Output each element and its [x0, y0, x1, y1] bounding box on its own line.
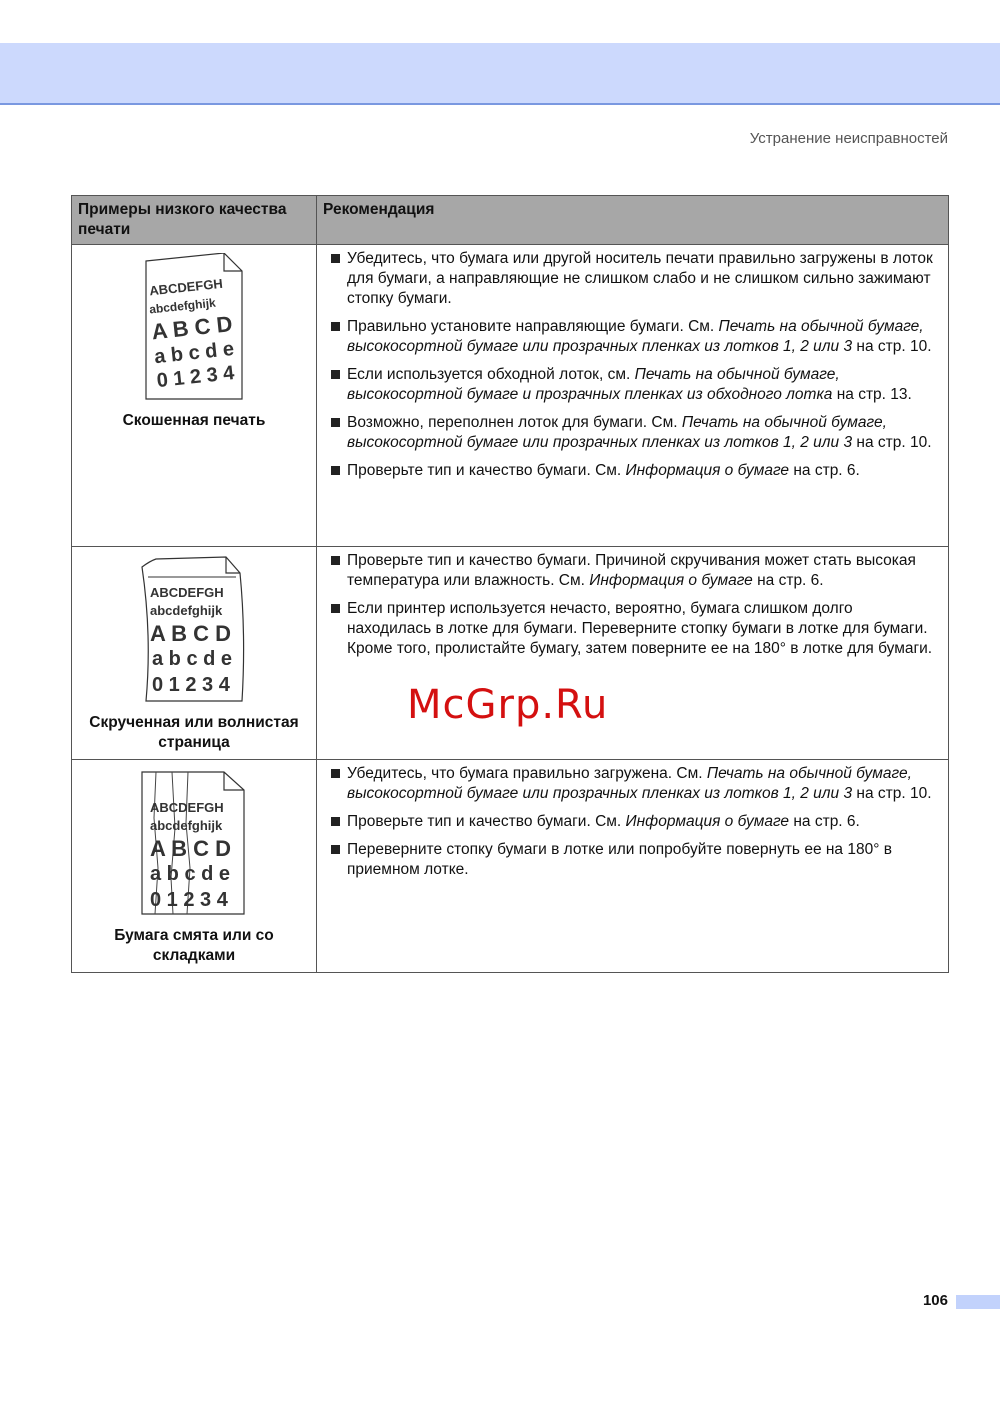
- sample-line: 0 1 2 3 4: [152, 674, 230, 696]
- page-number: 106: [922, 1292, 948, 1309]
- recommendation-item: Проверьте тип и качество бумаги. См. Информация о бумаге на стр. 6.: [325, 812, 940, 832]
- recommendation-cell: [317, 245, 949, 547]
- recommendation-item: Проверьте тип и качество бумаги. Причиной скручивания может стать высокая температура или влажность. См. Информация о бумаге на стр. 6.: [325, 551, 940, 591]
- column-header-recommendation: Рекомендация: [317, 196, 949, 245]
- page-tab-marker: [956, 1295, 1000, 1309]
- sample-line: ABCDEFGH: [148, 275, 224, 299]
- column-header-examples: Примеры низкого качества печати: [72, 196, 317, 245]
- creased-page-illustration: [138, 768, 250, 918]
- sample-line: A B C D: [150, 621, 232, 646]
- sample-line: a b c d e: [152, 648, 233, 670]
- watermark: McGrp.Ru: [407, 682, 609, 728]
- table-header-row: [72, 196, 949, 245]
- table-row: [72, 245, 949, 547]
- recommendation-item: Убедитесь, что бумага правильно загружена. См. Печать на обычной бумаге, высокосортной бумаге или прозрачных пленках из лотков 1, 2 или 3 на стр. 10.: [325, 764, 940, 804]
- sample-line: abcdefghijk: [150, 818, 223, 833]
- table-row: [72, 760, 949, 973]
- section-title: Устранение неисправностей: [749, 130, 948, 147]
- recommendation-item: Возможно, переполнен лоток для бумаги. См. Печать на обычной бумаге, высокосортной бумаге или прозрачных пленках из лотков 1, 2 или 3 на стр. 10.: [325, 413, 940, 453]
- example-caption: Скошенная печать: [122, 412, 266, 429]
- sample-line: ABCDEFGH: [150, 585, 224, 600]
- example-cell: [72, 245, 317, 547]
- recommendation-item: Если принтер используется нечасто, вероятно, бумага слишком долго находилась в лотке для бумаги. Переверните стопку бумаги в лотке для бумаги. Кроме того, пролистайте бумагу, затем поверните ее на 180° в лотке для бумаги.: [325, 599, 940, 659]
- recommendation-cell: [317, 760, 949, 973]
- recommendation-item: Переверните стопку бумаги в лотке или попробуйте повернуть ее на 180° в приемном лотке.: [325, 840, 940, 880]
- example-caption: Скрученная или волнистая страница: [89, 714, 299, 751]
- sample-line: abcdefghijk: [150, 603, 223, 618]
- example-caption: Бумага смята или со складками: [114, 927, 274, 964]
- recommendation-item: Убедитесь, что бумага или другой носитель печати правильно загружены в лоток для бумаги, а направляющие не слишком слабо и не слишком сильно зажимают стопку бумаги.: [325, 249, 940, 309]
- header-band: [0, 43, 1000, 105]
- skewed-page-illustration: [144, 253, 244, 403]
- curled-page-illustration: [138, 555, 250, 705]
- troubleshooting-table: [71, 195, 949, 973]
- example-cell: [72, 547, 317, 760]
- sample-line: a b c d e: [153, 337, 236, 369]
- recommendation-item: Правильно установите направляющие бумаги. См. Печать на обычной бумаге, высокосортной бумаге или прозрачных пленках из лотков 1, 2 или 3 на стр. 10.: [325, 317, 940, 357]
- recommendation-item: Если используется обходной лоток, см. Печать на обычной бумаге, высокосортной бумаге и прозрачных пленках из обходного лотка на стр. 13.: [325, 365, 940, 405]
- sample-line: A B C D: [150, 836, 232, 861]
- sample-line: A B C D: [150, 311, 234, 345]
- recommendation-item: Проверьте тип и качество бумаги. См. Информация о бумаге на стр. 6.: [325, 461, 940, 481]
- sample-line: ABCDEFGH: [150, 800, 224, 815]
- sample-line: abcdefghijk: [148, 295, 217, 317]
- example-cell: [72, 760, 317, 973]
- sample-line: 0 1 2 3 4: [155, 362, 236, 393]
- sample-line: a b c d e: [150, 863, 231, 885]
- sample-line: 0 1 2 3 4: [150, 889, 228, 911]
